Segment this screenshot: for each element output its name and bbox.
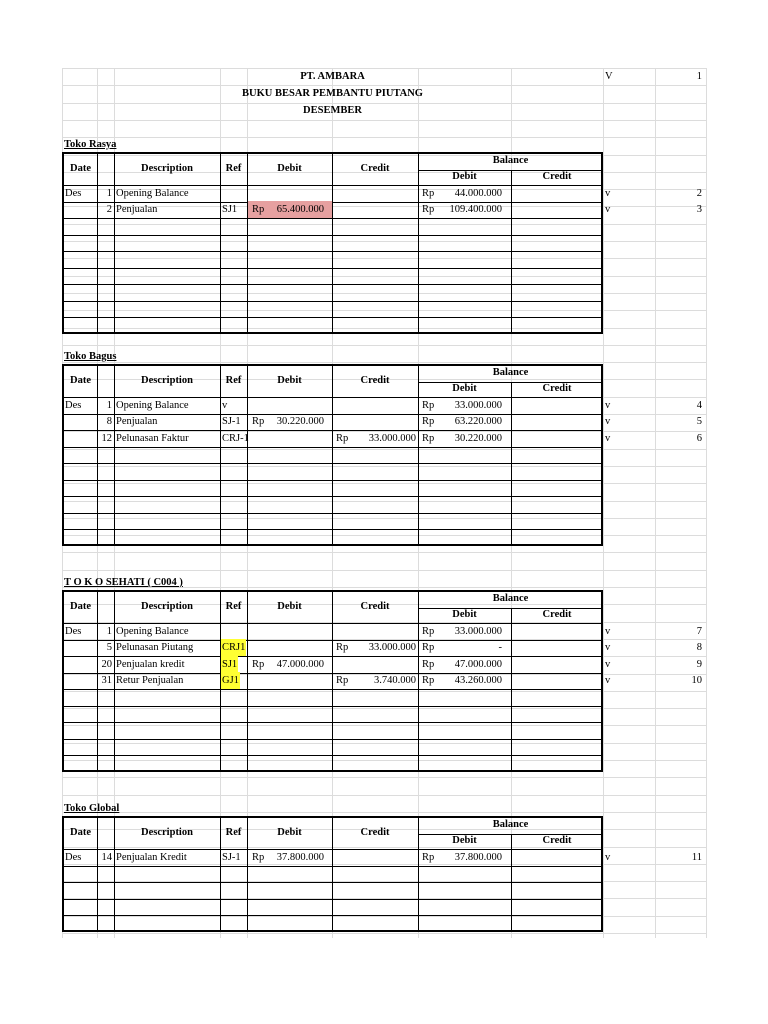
ledger-title: Toko Global [64, 803, 120, 814]
description-cell: Opening Balance [116, 187, 189, 199]
date-day: 20 [101, 658, 112, 670]
check-mark: v [605, 432, 611, 444]
debit-cell [248, 623, 332, 640]
row-divider [64, 882, 601, 883]
date-month: Des [65, 187, 82, 199]
description-cell: Pelunasan Faktur [116, 432, 189, 444]
description-cell: Penjualan kredit [116, 658, 185, 670]
row-divider [64, 317, 601, 318]
row-divider [64, 739, 601, 740]
debit-currency: Rp [252, 658, 265, 670]
column-header-balance-credit: Credit [542, 835, 572, 846]
credit-amount [352, 397, 416, 414]
check-mark: v [605, 399, 611, 411]
grid-column-line [603, 68, 604, 938]
balance-currency: Rp [422, 432, 435, 444]
column-header-ref: Ref [225, 827, 242, 838]
check-mark: v [605, 642, 611, 653]
column-header-balance-debit: Debit [452, 171, 477, 182]
date-month [65, 430, 97, 447]
debit-amount [268, 672, 324, 689]
balance-amount: 44.000.000 [454, 187, 502, 199]
ref-cell: CRJ-1 [222, 432, 249, 444]
debit-cell [248, 672, 332, 689]
table-row [64, 397, 601, 414]
ref-cell: SJ-1 [222, 851, 241, 863]
balance-currency: Rp [422, 399, 435, 411]
debit-cell [248, 397, 332, 414]
row-number: 10 [691, 675, 702, 686]
grid-line [62, 795, 706, 796]
grid-column-line [706, 68, 707, 938]
row-number: 3 [696, 204, 702, 215]
ledger-title: Toko Rasya [64, 139, 117, 150]
table-row [64, 639, 601, 656]
table-column-divider [247, 366, 248, 544]
row-divider [64, 496, 601, 497]
balance-currency: Rp [422, 625, 435, 637]
debit-amount [268, 185, 324, 202]
grid-line [62, 933, 706, 934]
row-divider [64, 529, 601, 530]
report-period: DESEMBER [303, 105, 362, 116]
table-row [64, 413, 601, 430]
debit-amount [268, 430, 324, 447]
column-header-date: Date [70, 375, 91, 386]
credit-amount: 33.000.000 [368, 642, 416, 653]
column-header-balance-debit: Debit [452, 383, 477, 394]
ledger-table [62, 152, 603, 334]
table-column-divider [114, 154, 115, 332]
debit-amount [268, 623, 324, 640]
balance-currency: Rp [422, 675, 435, 686]
date-day: 8 [106, 416, 112, 427]
row-number: 4 [696, 399, 702, 411]
row-number: 9 [696, 658, 702, 670]
row-number: 7 [696, 625, 702, 637]
column-header-debit: Debit [277, 601, 302, 612]
credit-amount [352, 849, 416, 866]
column-header-description: Description [141, 827, 193, 838]
column-header-balance-debit: Debit [452, 609, 477, 620]
date-month: Des [65, 851, 82, 863]
check-mark: v [605, 658, 611, 670]
row-divider [64, 899, 601, 900]
row-divider [64, 218, 601, 219]
balance-amount: 37.800.000 [454, 851, 502, 863]
table-row [64, 201, 601, 218]
row-divider [64, 480, 601, 481]
column-header-credit: Credit [360, 827, 390, 838]
ledger-title: Toko Bagus [64, 351, 117, 362]
balance-amount: 33.000.000 [454, 399, 502, 411]
ref-cell: v [222, 399, 228, 411]
column-header-date: Date [70, 163, 91, 174]
row-number: 6 [696, 432, 702, 444]
check-mark: v [605, 675, 611, 686]
debit-cell [248, 185, 332, 202]
date-month [65, 672, 97, 689]
grid-line [62, 120, 706, 121]
row-divider [64, 915, 601, 916]
credit-currency: Rp [336, 642, 349, 653]
table-column-divider [332, 366, 333, 544]
row-divider [64, 755, 601, 756]
column-header-balance: Balance [492, 819, 529, 830]
debit-amount: 30.220.000 [276, 416, 324, 427]
credit-amount [352, 623, 416, 640]
ref-cell [221, 623, 223, 640]
description-cell: Penjualan [116, 204, 158, 215]
table-column-divider [97, 366, 98, 544]
description-cell: Retur Penjualan [116, 675, 184, 686]
ref-cell: GJ1 [221, 672, 240, 689]
column-header-ref: Ref [225, 375, 242, 386]
balance-amount: 47.000.000 [454, 658, 502, 670]
row-number: 5 [696, 416, 702, 427]
row-divider [64, 722, 601, 723]
credit-amount [352, 185, 416, 202]
table-row [64, 849, 601, 866]
table-column-divider [114, 366, 115, 544]
description-cell: Penjualan [116, 416, 158, 427]
description-cell: Opening Balance [116, 625, 189, 637]
table-column-divider [247, 154, 248, 332]
date-day: 1 [106, 399, 112, 411]
date-month [65, 201, 97, 218]
row-divider [64, 513, 601, 514]
row-number: 2 [696, 187, 702, 199]
column-header-credit: Credit [360, 375, 390, 386]
balance-currency: Rp [422, 187, 435, 199]
row-divider [64, 284, 601, 285]
row-number: 11 [691, 851, 702, 863]
balance-amount: 30.220.000 [454, 432, 502, 444]
debit-currency: Rp [252, 204, 265, 215]
row-number: 8 [696, 642, 702, 653]
credit-amount [352, 201, 416, 218]
column-header-debit: Debit [277, 163, 302, 174]
description-cell: Penjualan Kredit [116, 851, 187, 863]
table-row [64, 623, 601, 640]
debit-cell [248, 430, 332, 447]
table-row [64, 185, 601, 202]
ref-cell: SJ-1 [222, 416, 241, 427]
balance-currency: Rp [422, 658, 435, 670]
date-day: 12 [101, 432, 112, 444]
table-column-divider [332, 154, 333, 332]
date-day: 1 [106, 187, 112, 199]
table-row [64, 430, 601, 447]
date-month: Des [65, 399, 82, 411]
table-column-divider [97, 818, 98, 930]
date-day: 2 [106, 204, 112, 215]
column-header-ref: Ref [225, 601, 242, 612]
date-month [65, 639, 97, 656]
row-divider [64, 235, 601, 236]
date-day: 31 [101, 675, 112, 686]
column-header-credit: Credit [360, 601, 390, 612]
credit-amount [352, 413, 416, 430]
date-day: 1 [106, 625, 112, 637]
column-header-balance: Balance [492, 593, 529, 604]
debit-cell [248, 201, 332, 218]
check-mark: v [605, 187, 611, 199]
grid-line [62, 345, 706, 346]
column-header-debit: Debit [277, 827, 302, 838]
check-mark: v [605, 204, 611, 215]
check-mark: v [605, 416, 611, 427]
balance-amount: - [498, 642, 502, 653]
table-column-divider [220, 154, 221, 332]
grid-line [62, 570, 706, 571]
balance-currency: Rp [422, 642, 435, 653]
ref-cell [221, 185, 223, 202]
date-month [65, 656, 97, 673]
date-month [65, 413, 97, 430]
column-header-balance-credit: Credit [542, 609, 572, 620]
row-divider [64, 268, 601, 269]
debit-cell [248, 413, 332, 430]
column-header-balance-debit: Debit [452, 835, 477, 846]
balance-currency: Rp [422, 204, 435, 215]
row-divider [64, 251, 601, 252]
debit-amount: 47.000.000 [276, 658, 324, 670]
table-row [64, 656, 601, 673]
description-cell: Pelunasan Piutang [116, 642, 194, 653]
debit-cell [248, 849, 332, 866]
balance-amount: 109.400.000 [449, 204, 502, 215]
ledger-table [62, 364, 603, 546]
balance-amount: 33.000.000 [454, 625, 502, 637]
row-divider [64, 463, 601, 464]
date-day: 14 [101, 851, 112, 863]
debit-cell [248, 639, 332, 656]
row-divider [64, 866, 601, 867]
row-divider [64, 301, 601, 302]
column-header-balance-credit: Credit [542, 171, 572, 182]
column-header-balance: Balance [492, 367, 529, 378]
credit-currency: Rp [336, 432, 349, 444]
ref-cell: SJ1 [222, 204, 238, 215]
row-divider [64, 447, 601, 448]
ref-cell: SJ1 [221, 656, 238, 673]
debit-currency: Rp [252, 416, 265, 427]
credit-amount: 33.000.000 [368, 432, 416, 444]
check-mark: v [605, 625, 611, 637]
credit-amount [352, 656, 416, 673]
grid-line [62, 552, 706, 553]
column-header-date: Date [70, 601, 91, 612]
column-header-description: Description [141, 375, 193, 386]
column-header-ref: Ref [225, 163, 242, 174]
column-header-balance-credit: Credit [542, 383, 572, 394]
ledger-table [62, 816, 603, 932]
column-header-balance: Balance [492, 155, 529, 166]
column-header-description: Description [141, 163, 193, 174]
column-header-description: Description [141, 601, 193, 612]
description-cell: Opening Balance [116, 399, 189, 411]
check-mark-header: V [605, 71, 613, 82]
table-column-divider [220, 366, 221, 544]
debit-currency: Rp [252, 851, 265, 863]
grid-line [62, 777, 706, 778]
debit-amount [268, 397, 324, 414]
column-header-credit: Credit [360, 163, 390, 174]
report-title: BUKU BESAR PEMBANTU PIUTANG [242, 88, 423, 99]
column-header-date: Date [70, 827, 91, 838]
balance-currency: Rp [422, 851, 435, 863]
row-number: 1 [696, 71, 702, 82]
credit-amount: 3.740.000 [374, 675, 416, 686]
date-day: 5 [106, 642, 112, 653]
column-header-debit: Debit [277, 375, 302, 386]
debit-amount: 37.800.000 [276, 851, 324, 863]
debit-amount: 65.400.000 [276, 204, 324, 215]
ref-cell: CRJ1 [221, 639, 246, 656]
balance-amount: 63.220.000 [454, 416, 502, 427]
balance-amount: 43.260.000 [454, 675, 502, 686]
ledger-title: T O K O SEHATI ( C004 ) [64, 577, 183, 588]
company-name: PT. AMBARA [300, 71, 365, 82]
date-month: Des [65, 625, 82, 637]
table-column-divider [97, 154, 98, 332]
debit-amount [268, 639, 324, 656]
check-mark: v [605, 851, 611, 863]
balance-currency: Rp [422, 416, 435, 427]
debit-cell [248, 656, 332, 673]
row-divider [64, 706, 601, 707]
ledger-table [62, 590, 603, 772]
row-divider [64, 689, 601, 690]
table-row [64, 672, 601, 689]
credit-currency: Rp [336, 675, 349, 686]
